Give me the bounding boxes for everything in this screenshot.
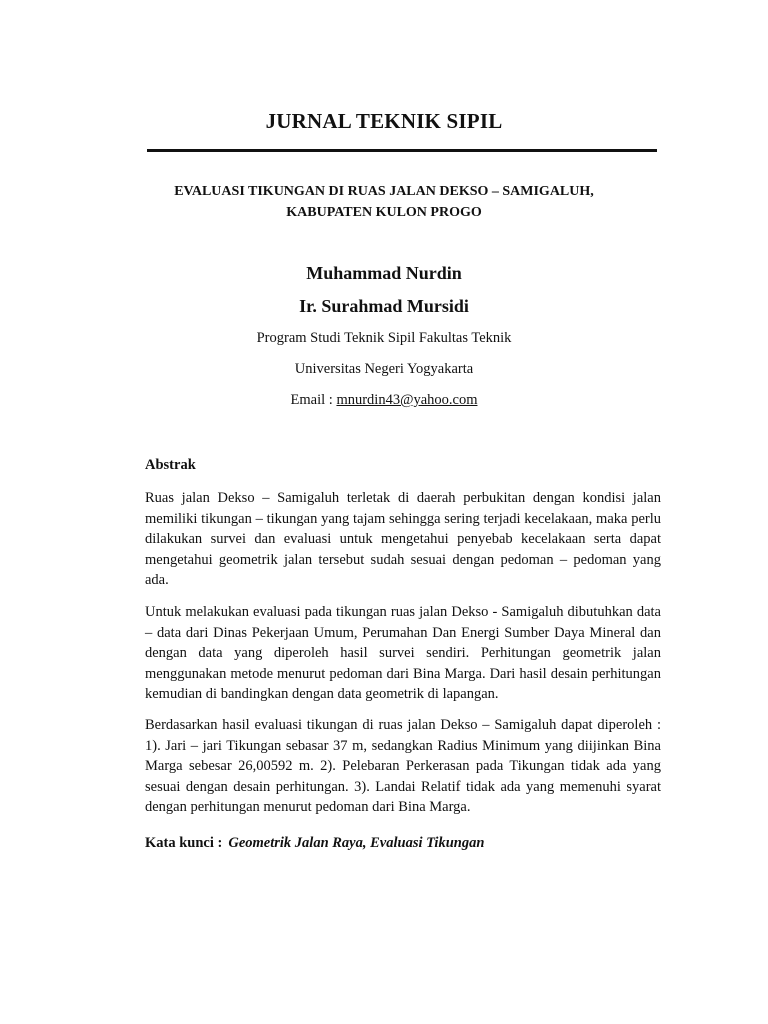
abstract-paragraph-3: Berdasarkan hasil evaluasi tikungan di ruas jalan Dekso – Samigaluh dapat diperoleh : 1). Jari – jari Tikungan sebasar 37 m, sedangkan Radius Minimum yang diijinkan Bina Marga sebesar 26,00592 m. 2). Pelebaran Perkerasan pada Tikungan tidak ada yang sesuai dengan desain perhitungan. 3). Landai Relatif tidak ada yang memenuhi syarat dengan perhitungan menurut pedoman dari Bina Marga. [145, 717, 661, 816]
journal-title: JURNAL TEKNIK SIPIL [265, 109, 503, 133]
paper-title-line-1: EVALUASI TIKUNGAN DI RUAS JALAN DEKSO – SAMIGALUH, [174, 184, 594, 199]
paper-title-line-2: KABUPATEN KULON PROGO [286, 205, 482, 220]
email-label: Email : [290, 392, 337, 408]
keywords-values: Geometrik Jalan Raya, Evaluasi Tikungan [228, 835, 485, 851]
abstract-paragraph-1: Ruas jalan Dekso – Samigaluh terletak di daerah perbukitan dengan kondisi jalan memiliki tikungan – tikungan yang tajam sehingga sering terjadi kecelakaan, maka perlu dilakukan survei dan evaluasi untuk mengetahui penyebab kecelakaan serta dapat mengetahui geometrik jalan tersebut sudah sesuai dengan pedoman – pedoman yang ada. [145, 490, 661, 589]
title-divider [147, 149, 657, 152]
author-1: Muhammad Nurdin [306, 263, 462, 283]
keywords-line [145, 835, 484, 852]
author-2: Ir. Surahmad Mursidi [299, 296, 469, 316]
keywords-label: Kata kunci : [145, 835, 223, 851]
affiliation-program: Program Studi Teknik Sipil Fakultas Teknik [256, 330, 512, 346]
affiliation-university: Universitas Negeri Yogyakarta [294, 361, 474, 377]
abstract-heading: Abstrak [145, 457, 196, 473]
affiliation-email [0, 392, 768, 409]
paper-title [120, 181, 648, 223]
abstract-paragraph-2: Untuk melakukan evaluasi pada tikungan ruas jalan Dekso - Samigaluh dibutuhkan data – data dari Dinas Pekerjaan Umum, Perumahan Dan Energi Sumber Daya Mineral dan dengan data yang diperoleh hasil survei sendiri. Perhitungan geometrik jalan menggunakan metode menurut pedoman dari Bina Marga. Dari hasil desain perhitungan kemudian di bandingkan dengan data geometrik di lapangan. [145, 604, 661, 703]
email-link[interactable]: mnurdin43@yahoo.com [336, 392, 478, 408]
